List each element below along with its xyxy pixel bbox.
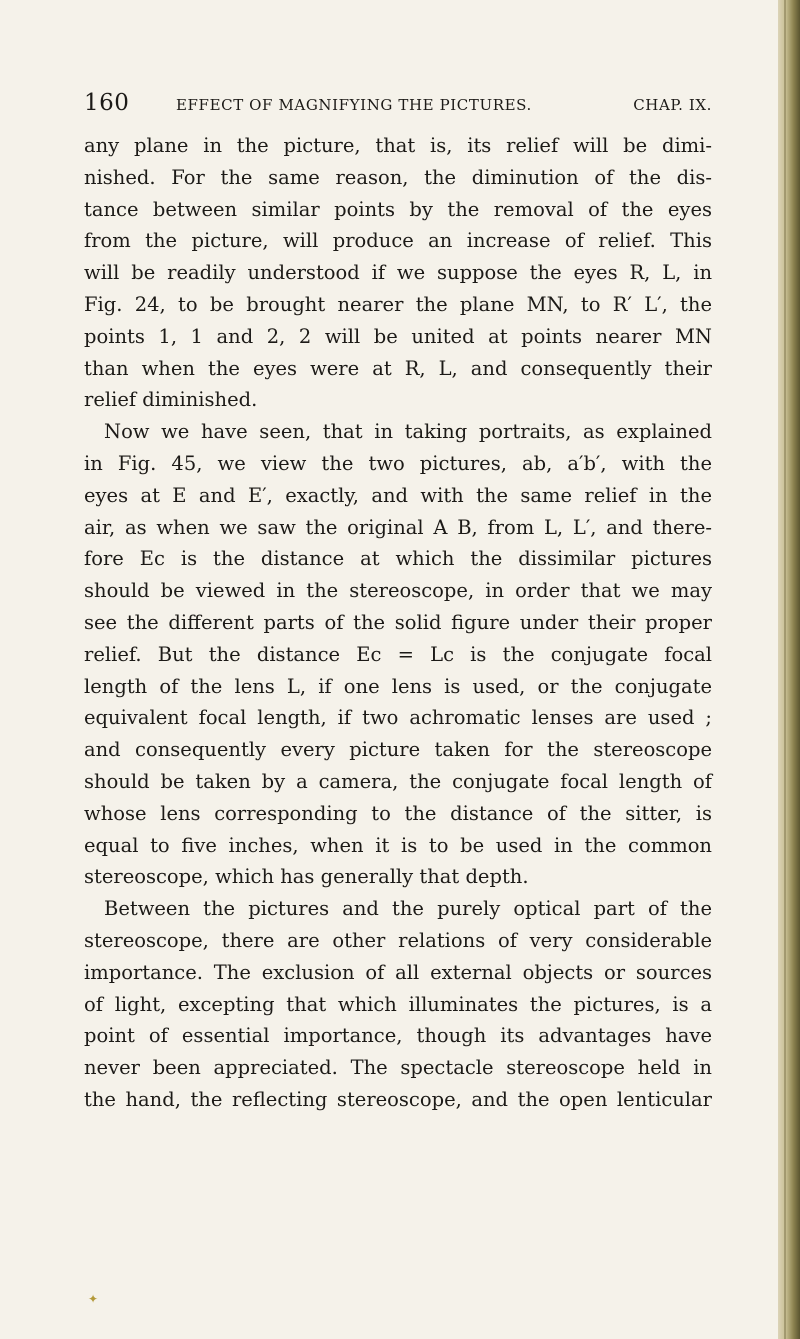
text-line: air, as when we saw the original A B, from L, L′, and there- <box>84 515 712 539</box>
text-line: nished. For the same reason, the diminution of the dis- <box>84 165 712 189</box>
text-line: Fig. 24, to be brought nearer the plane MN, to R′ L′, the <box>84 292 712 316</box>
page-number: 160 <box>84 90 130 116</box>
text-line: should be taken by a camera, the conjugate focal length of <box>84 769 712 793</box>
text-line: than when the eyes were at R, L, and consequently their <box>84 356 712 380</box>
text-line: see the different parts of the solid figure under their proper <box>84 610 712 634</box>
body-text <box>84 130 712 1116</box>
paragraph <box>84 130 712 416</box>
text-line: and consequently every picture taken for the stereoscope <box>84 738 712 762</box>
text-line: fore Ec is the distance at which the dissimilar pictures <box>84 547 712 571</box>
text-line: relief diminished. <box>84 388 258 412</box>
text-line: length of the lens L, if one lens is used, or the conjugate <box>84 674 712 698</box>
text-line: stereoscope, there are other relations of very considerable <box>84 928 712 952</box>
text-line: tance between similar points by the removal of the eyes <box>84 197 712 221</box>
text-line: of light, excepting that which illuminates the pictures, is a <box>84 992 712 1016</box>
chapter-label: CHAP. IX. <box>633 96 712 114</box>
paragraph <box>84 893 712 1116</box>
text-line: equal to five inches, when it is to be used in the common <box>84 833 712 857</box>
running-header <box>84 90 712 120</box>
running-title: EFFECT OF MAGNIFYING THE PICTURES. <box>176 96 532 114</box>
text-line: any plane in the picture, that is, its relief will be dimi- <box>84 134 712 157</box>
text-line: in Fig. 45, we view the two pictures, ab, a′b′, with the <box>84 451 712 475</box>
text-line: never been appreciated. The spectacle stereoscope held in <box>84 1056 712 1080</box>
text-line: will be readily understood if we suppose the eyes R, L, in <box>84 261 712 285</box>
text-line: should be viewed in the stereoscope, in order that we may <box>84 579 712 603</box>
page-edge-line <box>784 0 786 1339</box>
text-line: point of essential importance, though its advantages have <box>84 1024 712 1048</box>
text-line: importance. The exclusion of all external objects or sources <box>84 960 712 984</box>
text-line: the hand, the reflecting stereoscope, and the open lenticular <box>84 1087 712 1111</box>
text-line: Between the pictures and the purely optical part of the <box>104 897 712 921</box>
text-line: Now we have seen, that in taking portraits, as explained <box>104 420 712 444</box>
paragraph <box>84 416 712 893</box>
ink-speck: ✦ <box>88 1292 99 1306</box>
text-line: from the picture, will produce an increase of relief. This <box>84 229 712 253</box>
text-line: points 1, 1 and 2, 2 will be united at points nearer MN <box>84 324 712 348</box>
page-edge <box>778 0 800 1339</box>
text-line: relief. But the distance Ec = Lc is the conjugate focal <box>84 642 712 666</box>
text-line: stereoscope, which has generally that depth. <box>84 865 529 889</box>
text-line: eyes at E and E′, exactly, and with the same relief in the <box>84 483 712 507</box>
text-line: equivalent focal length, if two achromatic lenses are used ; <box>84 706 712 730</box>
text-line: whose lens corresponding to the distance of the sitter, is <box>84 801 712 825</box>
